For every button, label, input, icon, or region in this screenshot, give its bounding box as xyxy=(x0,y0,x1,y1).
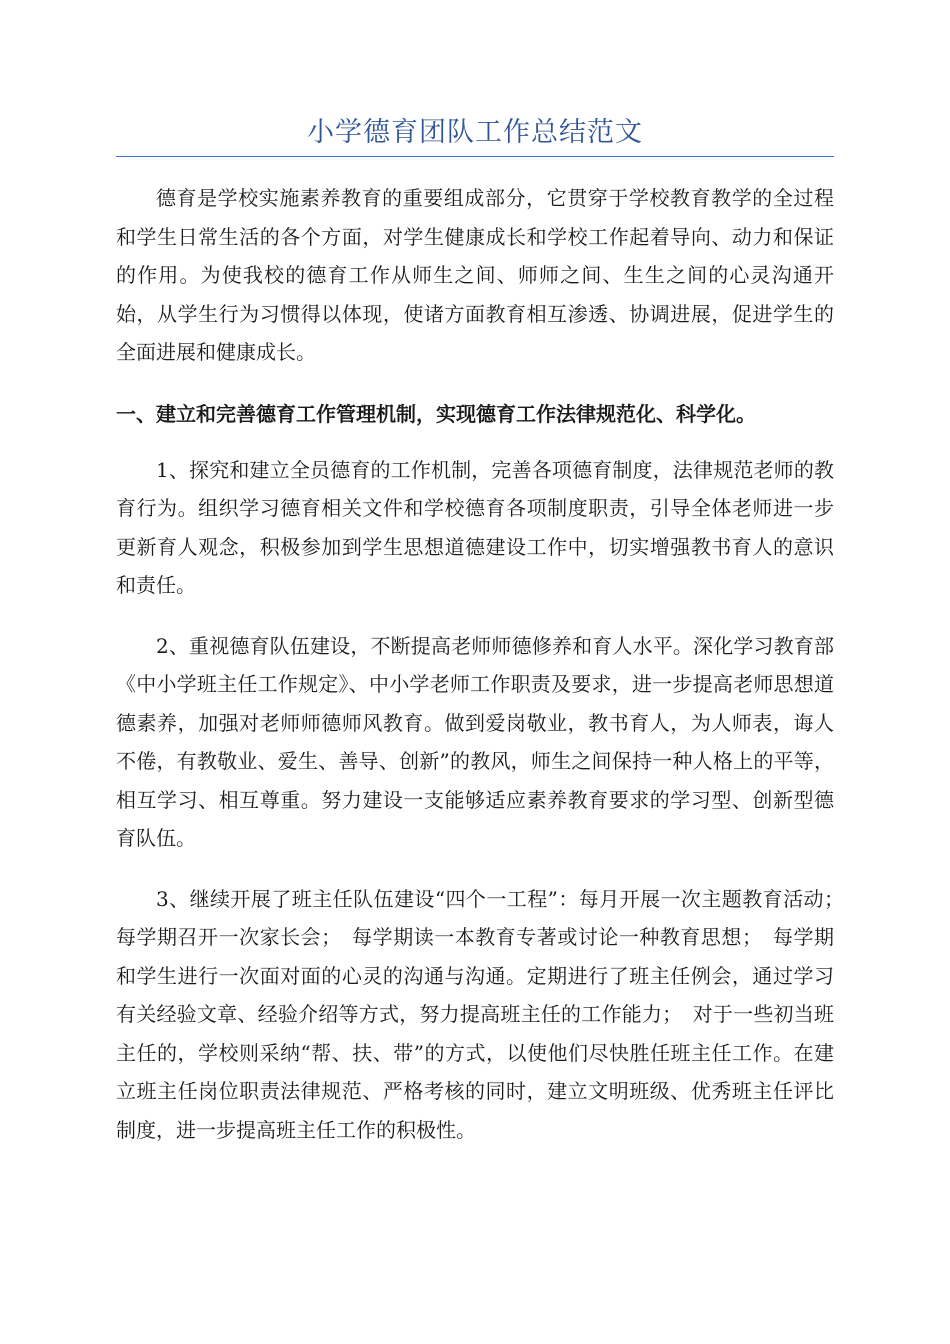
document-page xyxy=(116,112,854,1149)
item-paragraph-3: 3、继续开展了班主任队伍建设“四个一工程”：每月开展一次主题教育活动； 每学期召开一次家长会； 每学期读一本教育专著或讨论一种教育思想； 每学期和学生进行一次面对面的心灵的沟通与沟通。定期进行了班主任例会，通过学习有关经验文章、经验介绍等方式，努力提高班主任的工作能力； 对于一些初当班主任的，学校则采纳“帮、扶、带”的方式，以使他们尽快胜任班主任工作。在建立班主任岗位职责法律规范、严格考核的同时，建立文明班级、优秀班主任评比制度，进一步提高班主任工作的积极性。 xyxy=(116,886,854,1142)
item-paragraph-2: 2、重视德育队伍建设，不断提高老师师德修养和育人水平。深化学习教育部《中小学班主任工作规定》、中小学老师工作职责及要求，进一步提高老师思想道德素养，加强对老师师德师风教育。做到爱岗敬业，教书育人，为人师表，诲人不倦，有教敬业、爱生、善导、创新”的教风，师生之间保持一种人格上的平等，相互学习、相互尊重。努力建设一支能够适应素养教育要求的学习型、创新型德育队伍。 xyxy=(116,633,834,850)
item-paragraph-1: 1、探究和建立全员德育的工作机制，完善各项德育制度，法律规范老师的教育行为。组织学习德育相关文件和学校德育各项制度职责，引导全体老师进一步更新育人观念，积极参加到学生思想道德建设工作中，切实增强教书育人的意识和责任。 xyxy=(116,457,834,597)
section-heading: 一、建立和完善德育工作管理机制，实现德育工作法律规范化、科学化。 xyxy=(116,401,756,426)
document-title: 小学德育团队工作总结范文 xyxy=(116,112,834,157)
intro-paragraph: 德育是学校实施素养教育的重要组成部分，它贯穿于学校教育教学的全过程和学生日常生活的各个方面，对学生健康成长和学校工作起着导向、动力和保证的作用。为使我校的德育工作从师生之间、师师之间、生生之间的心灵沟通开始，从学生行为习惯得以体现，使诸方面教育相互渗透、协调进展，促进学生的全面进展和健康成长。 xyxy=(116,186,834,364)
